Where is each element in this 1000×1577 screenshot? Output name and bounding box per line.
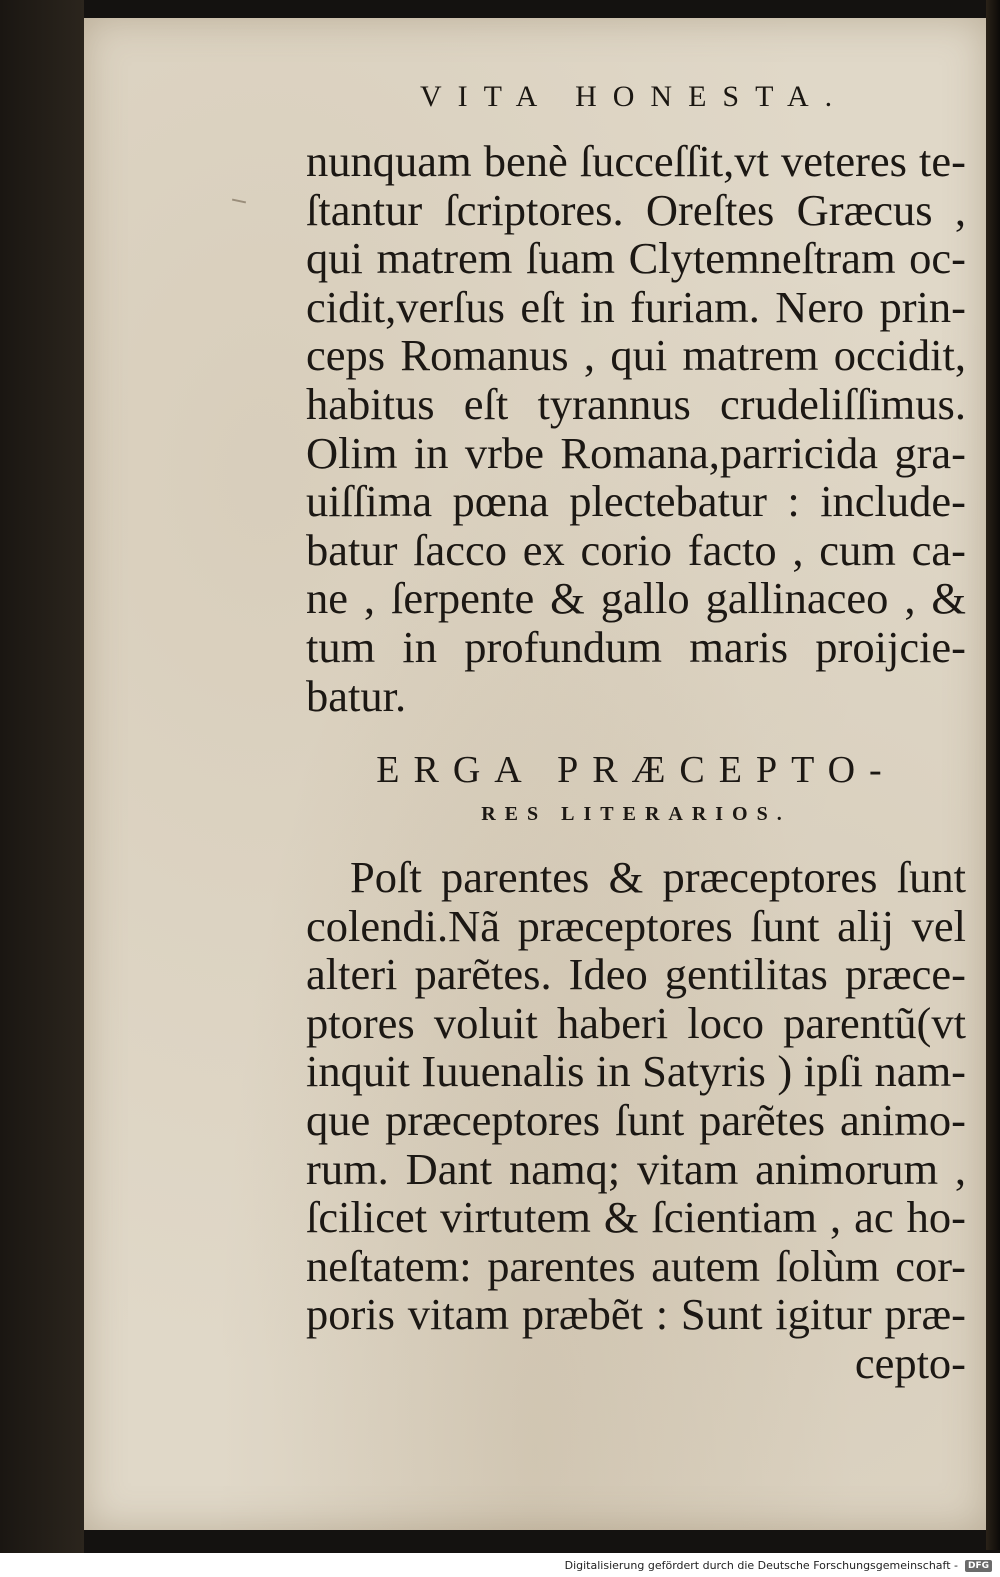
text-line: batur ſacco ex corio facto , cum ca- (306, 524, 966, 575)
footer-bar (0, 1553, 1000, 1577)
text-line: batur. (306, 670, 407, 721)
text-line: Olim in vrbe Romana,parricida gra- (306, 427, 966, 478)
text-line: neſtatem: parentes autem ſolùm cor- (306, 1240, 966, 1291)
text-line: colendi.Nã præceptores ſunt alij vel (306, 900, 966, 951)
footer-credit: Digitalisierung gefördert durch die Deutsche Forschungsgemeinschaft - (564, 1559, 958, 1572)
book-left-edge (0, 0, 84, 1577)
text-line: qui matrem ſuam Clytemneſtram oc- (306, 233, 966, 284)
book-right-edge (986, 0, 1000, 1550)
text-line: nunquam benè ſucceſſit,vt veteres te- (306, 136, 966, 186)
text-line: habitus eſt tyrannus crudeliſſimus. (306, 378, 966, 429)
text-line: rum. Dant namq; vitam animorum , (306, 1143, 966, 1194)
text-line: ceps Romanus , qui matrem occidit, (306, 330, 966, 381)
text-line: inquit Iuuenalis in Satyris ) ipſi nam- (306, 1046, 966, 1097)
text-line: tum in profundum maris proijcie- (306, 621, 966, 672)
catchword: cepto- (854, 1337, 966, 1388)
paragraph-1 (306, 137, 966, 720)
text-line: poris vitam præbẽt : Sunt igitur præ- (306, 1289, 966, 1340)
text-line: ne , ſerpente & gallo gallinaceo , & (306, 573, 966, 624)
text-line: que præceptores ſunt parẽtes animo- (306, 1094, 966, 1145)
text-line: alteri parẽtes. Ideo gentilitas præce- (306, 949, 966, 1000)
dfg-logo: DFG (965, 1560, 992, 1572)
section-subheading: RES LITERARIOS. (481, 803, 791, 825)
paragraph-2 (306, 853, 966, 1388)
text-line: cidit,verſus eſt in furiam. Nero prin- (306, 281, 966, 332)
text-line: uiſſima pœna plectebatur : include- (306, 476, 966, 527)
text-line: ptores voluit haberi loco parentũ(vt (306, 997, 966, 1048)
running-head: VITA HONESTA. (420, 80, 849, 113)
text-line: ſtantur ſcriptores. Oreſtes Græcus , (306, 184, 966, 235)
text-line: ſcilicet virtutem & ſcientiam , ac ho- (306, 1192, 966, 1243)
section-heading: ERGA PRÆCEPTO- (376, 749, 896, 791)
text-line: Poſt parentes & præceptores ſunt (350, 852, 966, 902)
